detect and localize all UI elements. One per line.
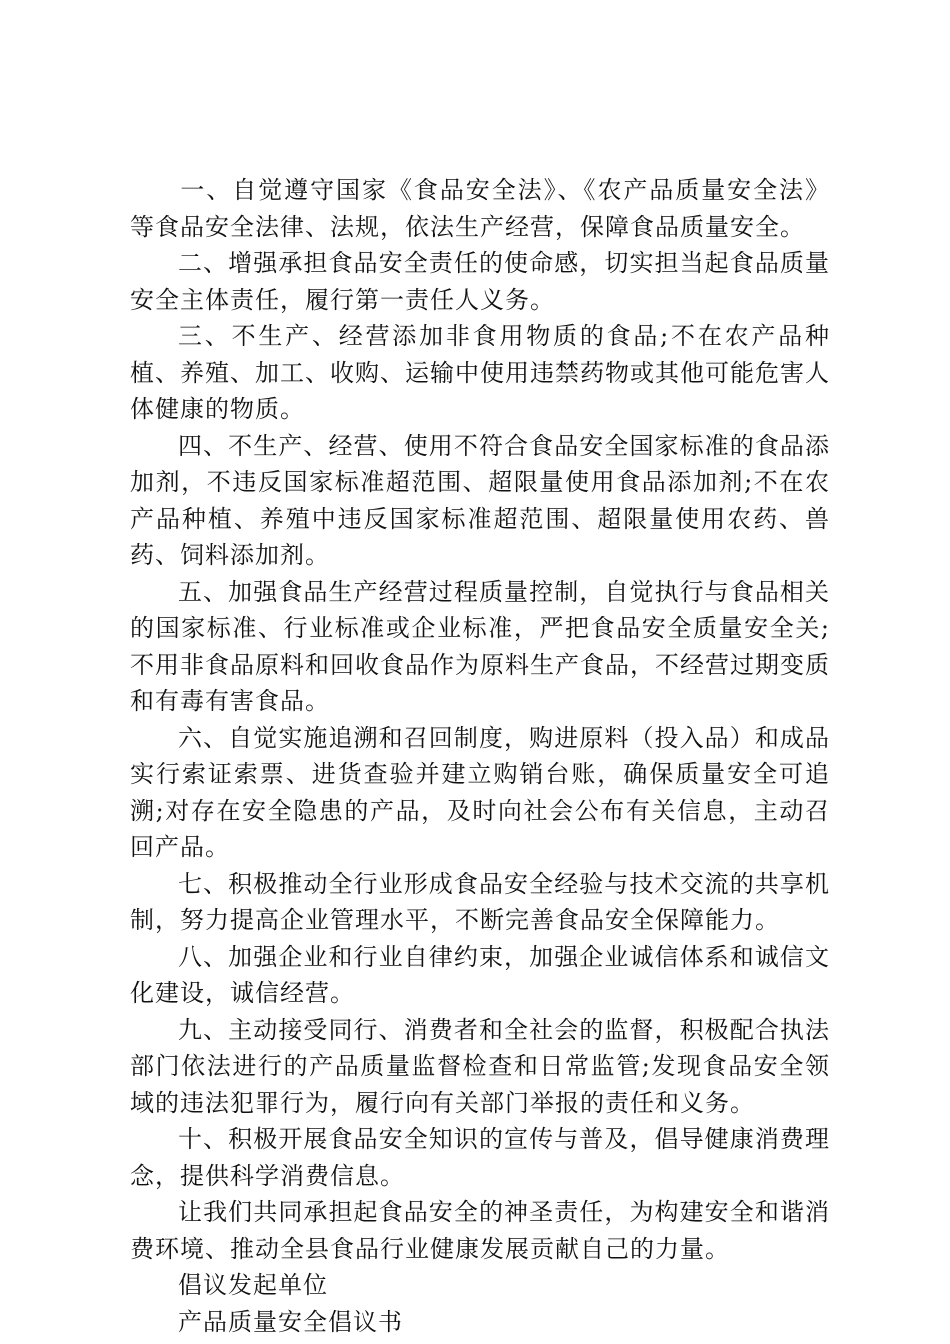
paragraph-1: 一、自觉遵守国家《食品安全法》、《农产品质量安全法》等食品安全法律、法规，依法生产经营，保障食品质量安全。 xyxy=(130,176,830,241)
paragraph-6: 六、自觉实施追溯和召回制度，购进原料（投入品）和成品实行索证索票、进货查验并建立购销台账，确保质量安全可追溯;对存在安全隐患的产品，及时向社会公布有关信息，主动召回产品。 xyxy=(130,723,830,861)
document-title: 产品质量安全倡议书 xyxy=(178,1307,403,1336)
paragraph-10: 十、积极开展食品安全知识的宣传与普及，倡导健康消费理念，提供科学消费信息。 xyxy=(130,1125,830,1190)
paragraph-3: 三、不生产、经营添加非食用物质的食品;不在农产品种植、养殖、加工、收购、运输中使用违禁药物或其他可能危害人体健康的物质。 xyxy=(130,322,830,423)
paragraph-5: 五、加强食品生产经营过程质量控制，自觉执行与食品相关的国家标准、行业标准或企业标准，严把食品安全质量安全关;不用非食品原料和回收食品作为原料生产食品，不经营过期变质和有毒有害食品。 xyxy=(130,577,830,715)
sponsor-label: 倡议发起单位 xyxy=(178,1271,328,1299)
document-body xyxy=(130,172,830,1340)
paragraph-2: 二、增强承担食品安全责任的使命感，切实担当起食品质量安全主体责任，履行第一责任人义务。 xyxy=(130,249,830,314)
paragraph-7: 七、积极推动全行业形成食品安全经验与技术交流的共享机制，努力提高企业管理水平，不断完善食品安全保障能力。 xyxy=(130,869,830,934)
paragraph-8: 八、加强企业和行业自律约束，加强企业诚信体系和诚信文化建设，诚信经营。 xyxy=(130,942,830,1007)
paragraph-4: 四、不生产、经营、使用不符合食品安全国家标准的食品添加剂，不违反国家标准超范围、超限量使用食品添加剂;不在农产品种植、养殖中违反国家标准超范围、超限量使用农药、兽药、饲料添加剂。 xyxy=(130,431,830,569)
paragraph-9: 九、主动接受同行、消费者和全社会的监督，积极配合执法部门依法进行的产品质量监督检查和日常监管;发现食品安全领域的违法犯罪行为，履行向有关部门举报的责任和义务。 xyxy=(130,1015,830,1117)
closing-paragraph: 让我们共同承担起食品安全的神圣责任，为构建安全和谐消费环境、推动全县食品行业健康发展贡献自己的力量。 xyxy=(130,1198,830,1263)
